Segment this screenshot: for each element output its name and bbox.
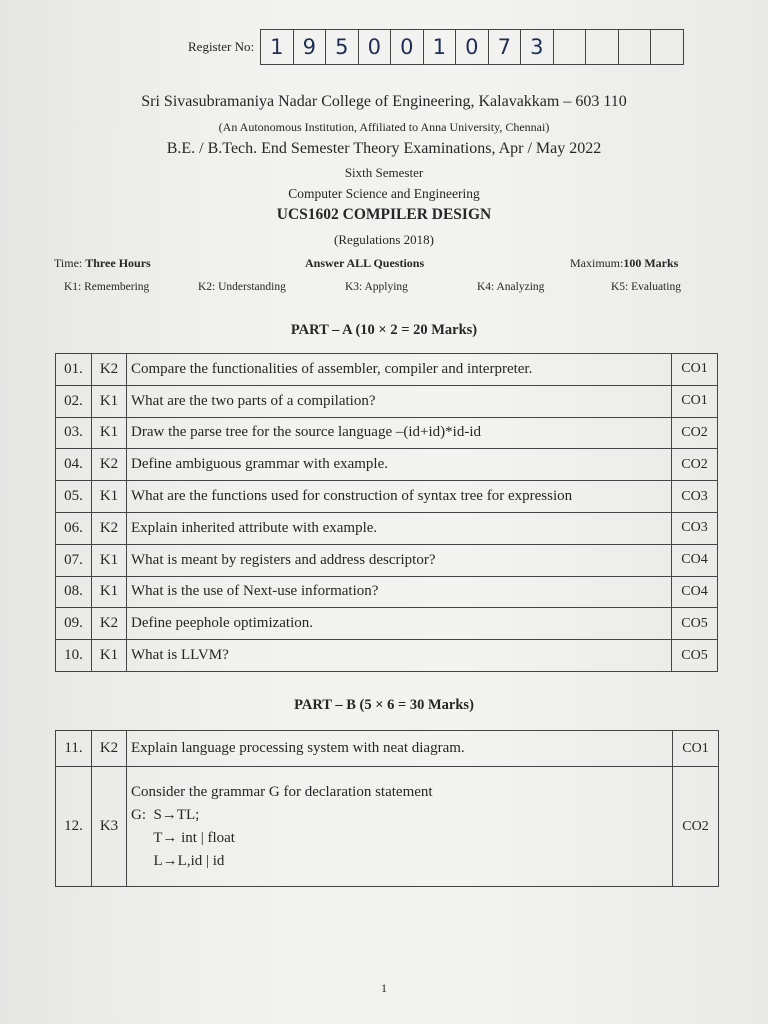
grammar-intro: Consider the grammar G for declaration statement — [131, 783, 433, 800]
table-row — [56, 767, 719, 887]
question-text: What is LLVM? — [127, 640, 672, 672]
max-value: 100 Marks — [623, 256, 679, 270]
knowledge-level: K2 — [92, 449, 127, 481]
max-marks — [570, 256, 678, 271]
question-text: What is the use of Next-use information? — [127, 576, 672, 608]
table-row — [56, 512, 718, 544]
knowledge-level: K1 — [92, 481, 127, 513]
department: Computer Science and Engineering — [288, 186, 480, 201]
level-k1: K1: Remembering — [64, 281, 150, 293]
semester: Sixth Semester — [344, 165, 424, 180]
table-row — [56, 354, 718, 386]
course-outcome: CO4 — [672, 576, 718, 608]
regulations: (Regulations 2018) — [333, 232, 434, 247]
question-number: 02. — [56, 385, 92, 417]
register-label: Register No: — [188, 39, 255, 54]
question-text: Explain inherited attribute with example. — [127, 512, 672, 544]
question-text — [127, 767, 673, 887]
question-number: 12. — [56, 767, 92, 887]
question-number: 05. — [56, 481, 92, 513]
answer-all-note: Answer ALL Questions — [305, 256, 425, 270]
knowledge-level: K1 — [92, 385, 127, 417]
question-text: Define peephole optimization. — [127, 608, 672, 640]
grammar-rule-l: L→L,id | id — [131, 852, 225, 869]
table-row — [56, 544, 718, 576]
question-text: What is meant by registers and address descriptor? — [127, 544, 672, 576]
question-text: Compare the functionalities of assembler, compiler and interpreter. — [127, 354, 672, 386]
question-number: 01. — [56, 354, 92, 386]
course-outcome: CO1 — [673, 731, 719, 767]
knowledge-level: K3 — [92, 767, 127, 887]
register-digit-box: 3 — [521, 30, 554, 64]
knowledge-level: K1 — [92, 544, 127, 576]
table-row — [56, 640, 718, 672]
knowledge-level: K1 — [92, 417, 127, 449]
knowledge-level: K1 — [92, 640, 127, 672]
part-a-table — [55, 353, 718, 672]
level-k4: K4: Analyzing — [477, 281, 545, 293]
table-row — [56, 449, 718, 481]
max-label: Maximum: — [570, 256, 624, 270]
course-outcome: CO1 — [672, 385, 718, 417]
course-outcome: CO3 — [672, 481, 718, 513]
question-number: 11. — [56, 731, 92, 767]
grammar-rule-t: T→ int | float — [131, 829, 235, 846]
question-text: Draw the parse tree for the source language –(id+id)*id-id — [127, 417, 672, 449]
table-row — [56, 481, 718, 513]
table-row — [56, 576, 718, 608]
level-k5: K5: Evaluating — [611, 281, 681, 293]
register-digit-box: 0 — [391, 30, 424, 64]
register-digit-box: 0 — [456, 30, 489, 64]
course-outcome: CO1 — [672, 354, 718, 386]
table-row — [56, 385, 718, 417]
question-number: 04. — [56, 449, 92, 481]
table-row — [56, 608, 718, 640]
course-title: UCS1602 COMPILER DESIGN — [276, 206, 492, 223]
question-number: 09. — [56, 608, 92, 640]
question-number: 06. — [56, 512, 92, 544]
register-digit-box: 1 — [261, 30, 294, 64]
part-b-table — [55, 730, 719, 887]
register-digit-box: 5 — [326, 30, 359, 64]
register-digit-box — [554, 30, 587, 64]
knowledge-level: K2 — [92, 354, 127, 386]
register-digit-box — [651, 30, 683, 64]
part-a-title: PART – A (10 × 2 = 20 Marks) — [290, 322, 478, 338]
question-number: 10. — [56, 640, 92, 672]
time-info — [54, 256, 151, 271]
register-digit-box: 7 — [489, 30, 522, 64]
knowledge-level: K1 — [92, 576, 127, 608]
table-row — [56, 417, 718, 449]
grammar-rule-s: G: S→TL; — [131, 806, 200, 823]
question-number: 03. — [56, 417, 92, 449]
register-boxes — [260, 29, 684, 65]
course-outcome: CO5 — [672, 640, 718, 672]
register-digit-box: 1 — [424, 30, 457, 64]
affiliation: (An Autonomous Institution, Affiliated to Anna University, Chennai) — [218, 120, 550, 134]
exam-title: B.E. / B.Tech. End Semester Theory Examinations, Apr / May 2022 — [166, 140, 602, 157]
course-outcome: CO4 — [672, 544, 718, 576]
register-digit-box: 0 — [359, 30, 392, 64]
part-b-title: PART – B (5 × 6 = 30 Marks) — [294, 697, 474, 713]
register-digit-box — [586, 30, 619, 64]
course-outcome: CO2 — [672, 449, 718, 481]
question-text: What are the functions used for construction of syntax tree for expression — [127, 481, 672, 513]
knowledge-level: K2 — [92, 731, 127, 767]
level-k3: K3: Applying — [345, 281, 408, 293]
question-text: Explain language processing system with neat diagram. — [127, 731, 673, 767]
table-row — [56, 731, 719, 767]
college-name: Sri Sivasubramaniya Nadar College of Engineering, Kalavakkam – 603 110 — [141, 93, 627, 110]
question-number: 08. — [56, 576, 92, 608]
register-digit-box — [619, 30, 652, 64]
register-digit-box: 9 — [294, 30, 327, 64]
course-outcome: CO3 — [672, 512, 718, 544]
register-number-field — [188, 28, 684, 66]
course-outcome: CO5 — [672, 608, 718, 640]
question-text: What are the two parts of a compilation? — [127, 385, 672, 417]
question-number: 07. — [56, 544, 92, 576]
course-outcome: CO2 — [673, 767, 719, 887]
knowledge-level: K2 — [92, 512, 127, 544]
knowledge-level: K2 — [92, 608, 127, 640]
time-label: Time: — [54, 256, 86, 270]
course-outcome: CO2 — [672, 417, 718, 449]
time-value: Three Hours — [85, 256, 151, 270]
level-k2: K2: Understanding — [198, 281, 286, 293]
page-number: 1 — [381, 981, 387, 995]
question-text: Define ambiguous grammar with example. — [127, 449, 672, 481]
